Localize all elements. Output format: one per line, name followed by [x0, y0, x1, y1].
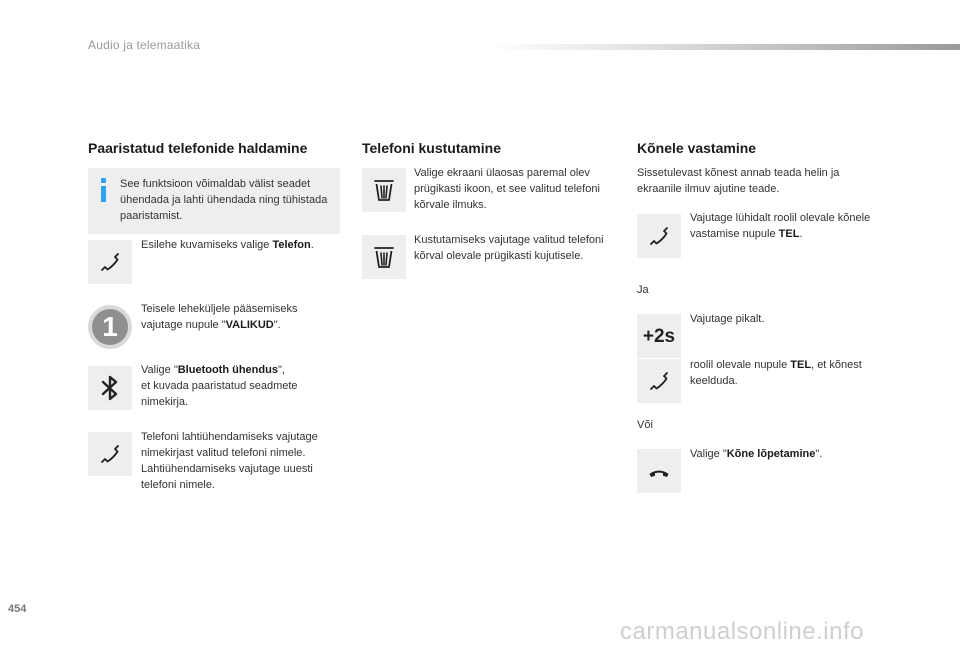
col3-intro: Sissetulevast kõnest annab teada helin ja ekraanile ilmuv ajutine teade. [637, 167, 840, 195]
col1-step3-text: Valige "Bluetooth ühendus", et kuvada paaristatud seadmete nimekirja. [141, 364, 298, 408]
header-title: Audio ja telemaatika [88, 38, 201, 52]
phone-icon [88, 432, 132, 476]
long-press-badge-text: +2s [642, 326, 676, 347]
phone-icon [637, 359, 681, 403]
col3-step4-text: Valige "Kõne lõpetamine". [690, 448, 823, 460]
col1-step2-text: Teisele leheküljele pääsemiseks vajutage nupule "VALIKUD". [141, 303, 298, 331]
col3-step2-text: Vajutage pikalt. [690, 313, 765, 325]
info-icon [100, 178, 108, 202]
step-number: 1 [92, 309, 128, 345]
col3-ja: Ja [637, 284, 649, 296]
trash-icon [362, 168, 406, 212]
col1-title: Paaristatud telefonide haldamine [88, 140, 308, 156]
phone-icon [637, 214, 681, 258]
bluetooth-icon [88, 366, 132, 410]
col1-step1-text: Esilehe kuvamiseks valige Telefon. [141, 239, 314, 251]
col3-step3-text: roolil olevale nupule TEL, et kõnest keelduda. [690, 359, 862, 387]
col2-title: Telefoni kustutamine [362, 140, 501, 156]
hang-up-icon [637, 449, 681, 493]
col1-step4-text: Telefoni lahtiühendamiseks vajutage nimekirjast valitud telefoni nimele. Lahtiühendamiseks vajutage uuesti telefoni nimele. [141, 431, 318, 491]
col2-step2-text: Kustutamiseks vajutage valitud telefoni kõrval olevale prügikasti kujutisele. [414, 234, 604, 262]
col3-voi: Või [637, 419, 653, 431]
step-number-circle [88, 305, 132, 349]
header-gradient-bar [488, 44, 960, 50]
info-box [88, 168, 340, 234]
col2-step1-text: Valige ekraani ülaosas paremal olev prügikasti ikoon, et see valitud telefoni kõrvale ilmuks. [414, 167, 600, 211]
phone-icon [88, 240, 132, 284]
trash-icon [362, 235, 406, 279]
long-press-badge [637, 314, 681, 358]
page-number: 454 [8, 603, 27, 615]
col3-step1-text: Vajutage lühidalt roolil olevale kõnele vastamise nupule TEL. [690, 212, 871, 240]
info-text: See funktsioon võimaldab välist seadet ühendada ja lahti ühendada ning tühistada paaristamist. [120, 178, 328, 222]
col3-title: Kõnele vastamine [637, 140, 757, 156]
watermark: carmanualsonline.info [620, 618, 864, 645]
